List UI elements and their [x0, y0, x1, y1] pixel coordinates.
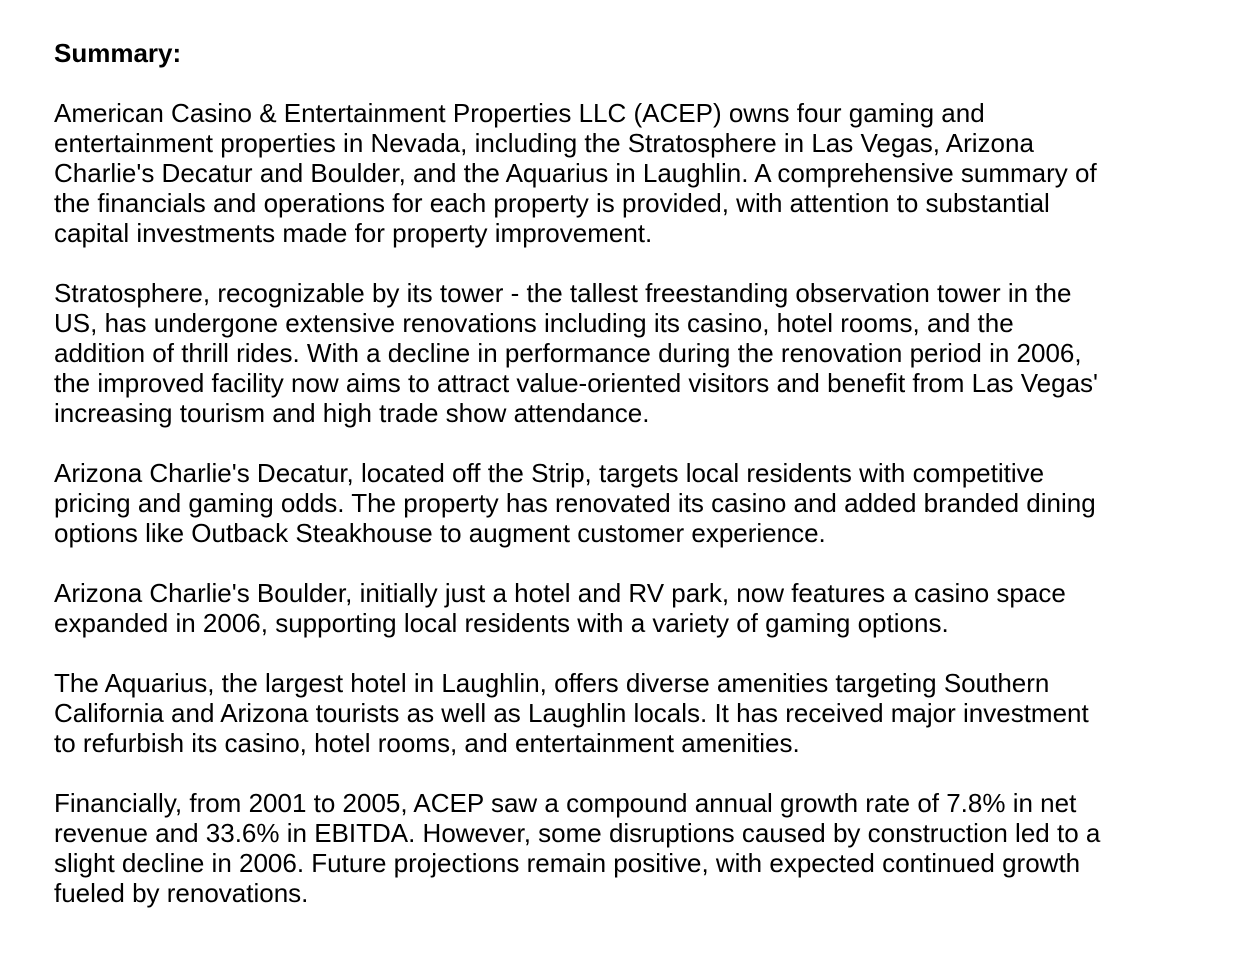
document-body [54, 38, 1204, 908]
paragraph-aquarius: The Aquarius, the largest hotel in Laughlin, offers diverse amenities targeting Southern California and Arizona tourists as well as Laughlin locals. It has received major investment to refurbish its casino, hotel rooms, and entertainment amenities. [54, 668, 1089, 758]
paragraph-decatur: Arizona Charlie's Decatur, located off the Strip, targets local residents with competitive pricing and gaming odds. The property has renovated its casino and added branded dining options like Outback Steakhouse to augment customer experience. [54, 458, 1096, 548]
paragraph-stratosphere: Stratosphere, recognizable by its tower - the tallest freestanding observation tower in the US, has undergone extensive renovations including its casino, hotel rooms, and the addition of thrill rides. With a decline in performance during the renovation period in 2006, the improved facility now aims to attract value-oriented visitors and benefit from Las Vegas' increasing tourism and high trade show attendance. [54, 278, 1099, 428]
summary-heading: Summary: [54, 38, 182, 68]
paragraph-boulder: Arizona Charlie's Boulder, initially just a hotel and RV park, now features a casino space expanded in 2006, supporting local residents with a variety of gaming options. [54, 578, 1066, 638]
paragraph-overview: American Casino & Entertainment Properties LLC (ACEP) owns four gaming and entertainment properties in Nevada, including the Stratosphere in Las Vegas, Arizona Charlie's Decatur and Boulder, and the Aquarius in Laughlin. A comprehensive summary of the financials and operations for each property is provided, with attention to substantial capital investments made for property improvement. [54, 98, 1097, 248]
paragraph-financials: Financially, from 2001 to 2005, ACEP saw a compound annual growth rate of 7.8% in net revenue and 33.6% in EBITDA. However, some disruptions caused by construction led to a slight decline in 2006. Future projections remain positive, with expected continued growth fueled by renovations. [54, 788, 1101, 908]
